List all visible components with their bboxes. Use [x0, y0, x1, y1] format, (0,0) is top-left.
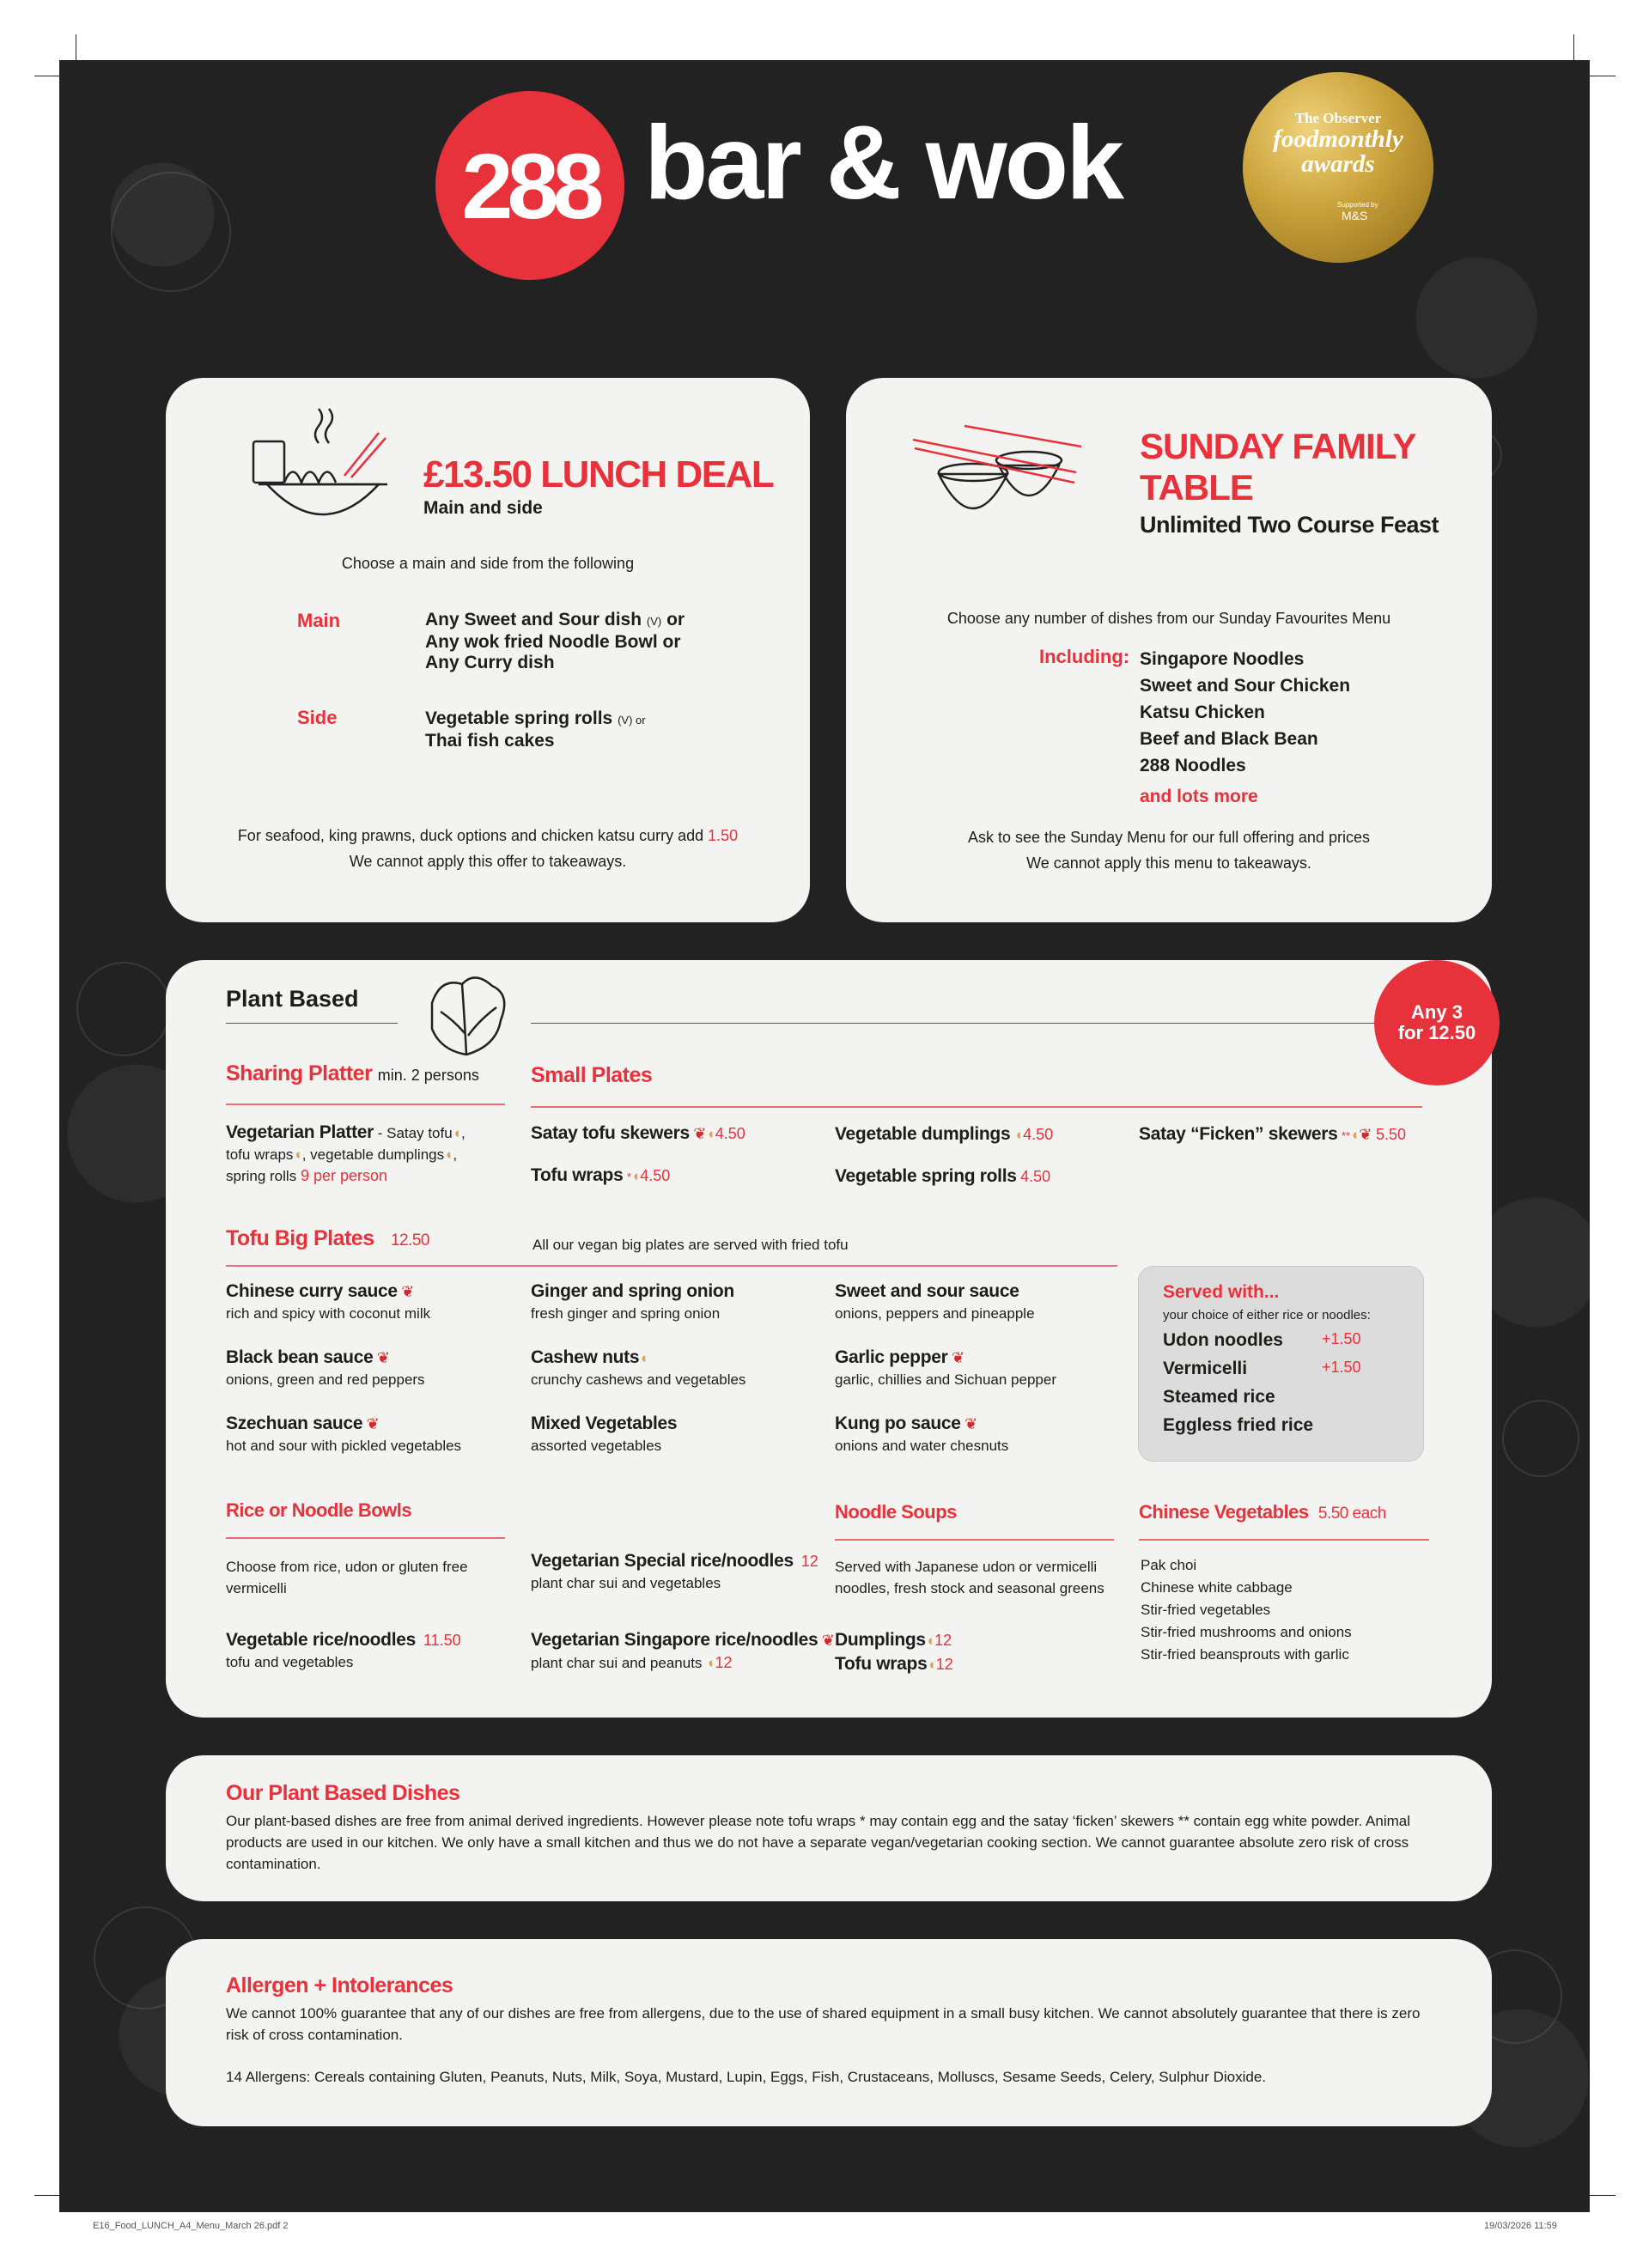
- item-name: Vegetable dumplings: [835, 1124, 1011, 1144]
- peanut-icon: ◖: [925, 1633, 935, 1649]
- noodle-soups-intro: Served with Japanese udon or vermicelli noodles, fresh stock and seasonal greens: [835, 1559, 1104, 1596]
- item-name: Mixed Vegetables: [531, 1414, 678, 1433]
- logo-name: bar & wok: [644, 104, 1123, 221]
- main-option: Any Curry dish: [425, 653, 555, 672]
- peanut-icon: ◖: [706, 1655, 715, 1671]
- peanut-icon: ◖: [1013, 1127, 1024, 1143]
- item-name: Black bean sauce: [226, 1347, 374, 1367]
- vegetable-item: Chinese white cabbage: [1141, 1579, 1293, 1596]
- sunday-family-card: [846, 378, 1492, 922]
- peanut-icon: ◖: [639, 1350, 648, 1366]
- crop-mark: [1573, 34, 1574, 60]
- served-with-option: [1163, 1415, 1399, 1436]
- rice-noodle-bowls-title: Rice or Noodle Bowls: [226, 1499, 412, 1521]
- including-label: Including:: [1039, 646, 1130, 667]
- served-with-option: [1163, 1330, 1399, 1351]
- item-desc: , vegetable dumplings: [301, 1146, 445, 1163]
- lunch-supplement-price: 1.50: [708, 827, 739, 844]
- sunday-subtitle: Unlimited Two Course Feast: [1140, 512, 1439, 538]
- egg-marker: **: [1342, 1129, 1351, 1142]
- peanut-icon: ◖: [630, 1168, 641, 1184]
- promo-line: for 12.50: [1397, 1022, 1476, 1043]
- divider-line: [226, 1023, 398, 1024]
- main-option-or: or: [666, 610, 685, 629]
- divider-line: [531, 1023, 1381, 1024]
- sunday-title-line: SUNDAY FAMILY: [1140, 426, 1416, 466]
- lunch-footnote: [166, 823, 810, 874]
- vegetable-item: Stir-fried vegetables: [1141, 1602, 1271, 1618]
- chili-icon: ❦: [366, 1415, 380, 1432]
- logo-number: 288: [435, 91, 624, 280]
- vegetarian-platter-item: Vegetarian Platter - Satay tofu◖, tofu wraps◖, vegetable dumplings◖, spring rolls 9 per person: [226, 1122, 465, 1184]
- allergen-card: [166, 1939, 1492, 2126]
- item-name: Vegetarian Singapore rice/noodles: [531, 1630, 818, 1650]
- item-name: Garlic pepper: [835, 1347, 948, 1367]
- chopsticks-bowl-icon: [913, 423, 1085, 534]
- section-divider: [226, 1537, 505, 1539]
- main-option: Any Sweet and Sour dish: [425, 610, 642, 629]
- option-price: +1.50: [1322, 1330, 1361, 1347]
- item-name: Sweet and sour sauce: [835, 1281, 1019, 1301]
- lunch-supplement-note: For seafood, king prawns, duck options and chicken katsu curry add: [237, 827, 704, 844]
- vegetarian-marker: (V): [646, 615, 662, 628]
- award-badge: [1243, 72, 1433, 263]
- section-divider: [226, 1104, 505, 1105]
- item-desc: spring rolls: [226, 1168, 297, 1184]
- item-desc: plant char sui and peanuts: [531, 1655, 703, 1671]
- pak-choi-icon: [415, 969, 518, 1063]
- item-desc: onions, green and red peppers: [226, 1371, 425, 1388]
- option-name: Udon noodles: [1163, 1330, 1283, 1350]
- big-plate-item: [531, 1281, 734, 1322]
- peanut-icon: ◖: [927, 1657, 936, 1673]
- sunday-takeaway-note: We cannot apply this menu to takeaways.: [1026, 854, 1311, 872]
- small-plates-title: Small Plates: [531, 1063, 653, 1087]
- big-plate-item: [531, 1347, 745, 1389]
- item-price: 12: [935, 1656, 953, 1673]
- award-supported: Supported by: [1337, 201, 1378, 209]
- egg-marker: *: [626, 1170, 631, 1183]
- peanut-icon: ◖: [444, 1146, 453, 1163]
- sunday-dish: Beef and Black Bean: [1140, 729, 1318, 749]
- chili-icon: ❦: [1359, 1126, 1372, 1143]
- item-name: Vegetable rice/noodles: [226, 1630, 416, 1650]
- item-price: 4.50: [715, 1125, 745, 1142]
- option-name: Vermicelli: [1163, 1359, 1248, 1378]
- sunday-dish: Katsu Chicken: [1140, 702, 1265, 722]
- item-desc: hot and sour with pickled vegetables: [226, 1438, 462, 1454]
- chinese-vegetables-list: [1141, 1554, 1352, 1666]
- item-name: Tofu wraps: [835, 1654, 928, 1674]
- sharing-platter-note: min. 2 persons: [377, 1067, 479, 1084]
- small-plate-item: [531, 1165, 670, 1186]
- rice-bowl-item: [531, 1630, 835, 1672]
- item-desc: assorted vegetables: [531, 1438, 662, 1454]
- section-title-text: Sharing Platter: [226, 1061, 373, 1085]
- big-plate-item: [226, 1347, 425, 1389]
- vegetable-item: Stir-fried mushrooms and onions: [1141, 1624, 1352, 1640]
- item-name: Cashew nuts: [531, 1347, 640, 1367]
- crop-mark: [1590, 2195, 1616, 2196]
- peanut-icon: ◖: [706, 1126, 715, 1142]
- rice-bowl-item: [226, 1630, 461, 1671]
- allergen-list: 14 Allergens: Cereals containing Gluten, Peanuts, Nuts, Milk, Soya, Mustard, Lupin, Eggs, Fish, Crustaceans, Molluscs, Sesame Seeds, Celery, Sulphur Dioxide.: [226, 2069, 1267, 2085]
- item-desc: onions, peppers and pineapple: [835, 1305, 1035, 1322]
- side-label: Side: [297, 707, 338, 728]
- noodle-soup-item: [835, 1654, 953, 1675]
- item-price: 11.50: [423, 1632, 461, 1649]
- promo-line: Any 3: [1411, 1001, 1463, 1023]
- item-name: Vegetable spring rolls: [835, 1166, 1017, 1186]
- allergen-title: Allergen + Intolerances: [226, 1973, 453, 1997]
- background-doodle: [76, 962, 171, 1056]
- item-desc: fresh ginger and spring onion: [531, 1305, 721, 1322]
- lunch-deal-subtitle: Main and side: [423, 498, 543, 518]
- tofu-big-plates-title: [226, 1226, 429, 1251]
- chili-icon: ❦: [821, 1632, 835, 1649]
- chili-icon: ❦: [376, 1349, 391, 1366]
- plant-based-heading: Plant Based: [226, 986, 359, 1012]
- option-name: Eggless fried rice: [1163, 1415, 1314, 1435]
- item-price: 12: [715, 1654, 733, 1671]
- big-plate-item: [835, 1281, 1035, 1322]
- item-name: Dumplings: [835, 1630, 926, 1650]
- item-desc: - Satay tofu: [377, 1125, 453, 1141]
- section-divider: [226, 1265, 1117, 1267]
- main-option: Any wok fried Noodle Bowl or: [425, 632, 681, 652]
- plant-info-title: Our Plant Based Dishes: [226, 1781, 460, 1805]
- rice-bowl-item: [531, 1551, 818, 1592]
- item-price: 4.50: [1020, 1168, 1051, 1185]
- sunday-dish-list: [1140, 646, 1350, 779]
- served-with-box: [1138, 1266, 1424, 1462]
- item-name: Vegetarian Special rice/noodles: [531, 1551, 794, 1571]
- background-doodle: [111, 172, 231, 292]
- item-name: Kung po sauce: [835, 1414, 961, 1433]
- big-plates-note: All our vegan big plates are served with fried tofu: [532, 1237, 849, 1253]
- sunday-dish: Singapore Noodles: [1140, 649, 1305, 669]
- peanut-icon: ◖: [293, 1146, 302, 1163]
- section-divider: [1139, 1539, 1429, 1541]
- sunday-title: [1140, 426, 1416, 508]
- print-timestamp: 19/03/2026 11:59: [1484, 2221, 1557, 2231]
- award-sponsor: M&S: [1342, 209, 1368, 222]
- item-name: Tofu wraps: [531, 1165, 624, 1185]
- big-plate-item: [835, 1414, 1008, 1455]
- item-price: 4.50: [640, 1167, 671, 1184]
- small-plate-item: [1139, 1124, 1406, 1145]
- chili-icon: ❦: [964, 1415, 978, 1432]
- served-with-option: [1163, 1387, 1399, 1408]
- item-desc: crunchy cashews and vegetables: [531, 1371, 746, 1388]
- award-line: The Observer: [1294, 110, 1382, 126]
- item-name: Ginger and spring onion: [531, 1281, 734, 1301]
- served-with-option: [1163, 1359, 1399, 1379]
- side-option: Vegetable spring rolls: [425, 708, 613, 728]
- plant-info-card: [166, 1755, 1492, 1901]
- award-line: foodmonthly: [1273, 125, 1403, 153]
- section-divider: [531, 1106, 1422, 1108]
- item-desc: garlic, chillies and Sichuan pepper: [835, 1371, 1056, 1388]
- item-price: 4.50: [1023, 1126, 1054, 1143]
- noodle-bowl-icon: [250, 407, 396, 527]
- item-desc: tofu wraps: [226, 1146, 294, 1163]
- chili-icon: ❦: [401, 1283, 415, 1300]
- vegetable-item: Pak choi: [1141, 1557, 1197, 1573]
- sharing-platter-title: [226, 1061, 479, 1086]
- item-price: 9 per person: [300, 1167, 388, 1184]
- vegetable-item: Stir-fried beansprouts with garlic: [1141, 1646, 1349, 1663]
- lunch-deal-card: [166, 378, 810, 922]
- chili-icon: ❦: [693, 1125, 707, 1142]
- item-name: Vegetarian Platter: [226, 1122, 374, 1142]
- noodle-soups-title: Noodle Soups: [835, 1501, 957, 1523]
- main-label: Main: [297, 610, 341, 631]
- sunday-title-line: TABLE: [1140, 467, 1253, 508]
- lunch-deal-intro: Choose a main and side from the following: [341, 555, 635, 572]
- sunday-dish: Sweet and Sour Chicken: [1140, 676, 1351, 696]
- peanut-icon: ◖: [1350, 1127, 1360, 1143]
- sunday-more: and lots more: [1140, 787, 1258, 806]
- print-filename: E16_Food_LUNCH_A4_Menu_March 26.pdf 2: [93, 2221, 289, 2231]
- item-name: Satay tofu skewers: [531, 1123, 690, 1143]
- big-plate-item: [226, 1281, 430, 1322]
- served-with-title: Served with...: [1163, 1282, 1280, 1302]
- lunch-deal-title: £13.50 LUNCH DEAL: [423, 453, 774, 496]
- item-desc: plant char sui and vegetables: [531, 1575, 721, 1591]
- sunday-footnote: [846, 824, 1492, 876]
- small-plate-item: [835, 1124, 1053, 1145]
- option-price: +1.50: [1322, 1359, 1361, 1376]
- item-price: 5.50: [1375, 1126, 1406, 1143]
- plant-info-text: Our plant-based dishes are free from animal derived ingredients. However please note tofu wraps * may contain egg and the satay ‘ficken’ skewers ** contain egg white powder. Animal products are used in our kitchen. We only have a small kitchen and thus we do not have a separate vegan/vegetarian cooking section. We cannot guarantee absolute zero risk of cross contamination.: [226, 1813, 1411, 1872]
- side-option: Thai fish cakes: [425, 731, 555, 751]
- vegetarian-marker: (V) or: [618, 714, 646, 727]
- item-desc: rich and spicy with coconut milk: [226, 1305, 431, 1322]
- big-plate-item: [835, 1347, 1056, 1389]
- chinese-vegetables-title: [1139, 1501, 1386, 1523]
- side-options: [425, 708, 646, 751]
- section-title-text: Chinese Vegetables: [1139, 1501, 1309, 1523]
- section-price: 12.50: [390, 1231, 429, 1250]
- main-options: [425, 610, 685, 673]
- section-price: 5.50 each: [1317, 1505, 1386, 1523]
- sunday-intro: Choose any number of dishes from our Sunday Favourites Menu: [946, 610, 1391, 627]
- big-plate-item: [531, 1414, 677, 1455]
- served-with-desc: your choice of either rice or noodles:: [1163, 1308, 1371, 1322]
- peanut-icon: ◖: [452, 1125, 461, 1141]
- crop-mark: [34, 2195, 60, 2196]
- option-name: Steamed rice: [1163, 1387, 1275, 1407]
- chili-icon: ❦: [951, 1349, 965, 1366]
- big-plate-item: [226, 1414, 461, 1455]
- award-line: awards: [1301, 150, 1375, 178]
- section-title-text: Tofu Big Plates: [226, 1226, 374, 1250]
- item-name: Chinese curry sauce: [226, 1281, 398, 1301]
- rice-bowls-intro: Choose from rice, udon or gluten free vermicelli: [226, 1559, 468, 1596]
- background-doodle: [1502, 1400, 1579, 1477]
- allergen-text: We cannot 100% guarantee that any of our dishes are free from allergens, due to the use of shared equipment in a small busy kitchen. We cannot absolutely guarantee that there is zero risk of cross contamination.: [226, 2005, 1421, 2043]
- sunday-dish: 288 Noodles: [1140, 756, 1246, 775]
- section-divider: [835, 1539, 1114, 1541]
- item-name: Szechuan sauce: [226, 1414, 363, 1433]
- item-price: 12: [800, 1553, 818, 1570]
- sunday-menu-note: Ask to see the Sunday Menu for our full offering and prices: [968, 829, 1370, 846]
- small-plate-item: [835, 1166, 1050, 1187]
- item-price: 12: [934, 1632, 952, 1649]
- item-desc: onions and water chesnuts: [835, 1438, 1009, 1454]
- noodle-soup-item: [835, 1630, 952, 1651]
- lunch-takeaway-note: We cannot apply this offer to takeaways.: [349, 853, 627, 870]
- item-desc: tofu and vegetables: [226, 1654, 354, 1670]
- any-3-promo-badge: [1374, 960, 1500, 1085]
- item-name: Satay “Ficken” skewers: [1139, 1124, 1338, 1144]
- small-plate-item: [531, 1123, 745, 1144]
